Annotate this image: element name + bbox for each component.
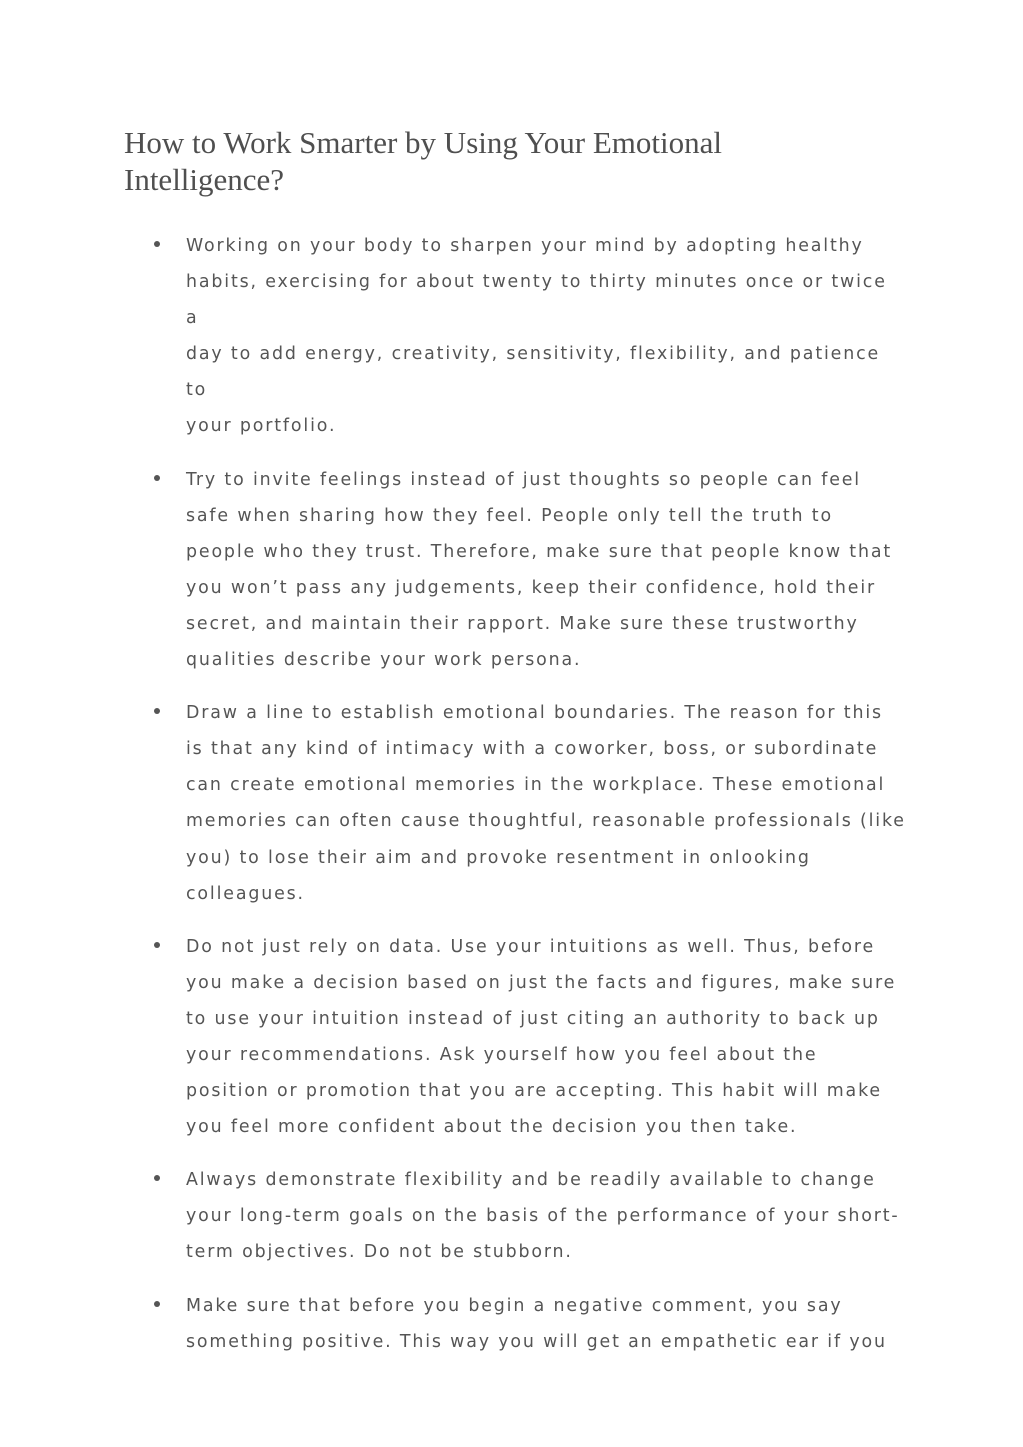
bullet-text <box>186 1162 906 1270</box>
bullet-line: you make a decision based on just the facts and figures, make sure <box>186 972 897 993</box>
bullet-line: position or promotion that you are accepting. This habit will make <box>186 1081 882 1102</box>
bullet-text <box>186 462 906 679</box>
bullet-line: can create emotional memories in the workplace. These emotional <box>186 775 886 796</box>
bullet-dot-icon <box>154 708 160 714</box>
bullet-line: is that any kind of intimacy with a coworker, boss, or subordinate <box>186 739 879 760</box>
bullet-dot-icon <box>154 1175 160 1181</box>
bullet-list <box>0 228 1023 1377</box>
bullet-line: something positive. This way you will get an empathetic ear if you <box>186 1331 887 1352</box>
bullet-line: habits, exercising for about twenty to thirty minutes once or twice a <box>186 272 887 329</box>
bullet-line: your long-term goals on the basis of the performance of your short- <box>186 1206 900 1227</box>
bullet-text <box>186 228 906 445</box>
bullet-item <box>0 228 1023 445</box>
bullet-line: safe when sharing how they feel. People only tell the truth to <box>186 505 833 526</box>
bullet-dot-icon <box>154 475 160 481</box>
bullet-line: your recommendations. Ask yourself how you feel about the <box>186 1044 818 1065</box>
bullet-line: term objectives. Do not be stubborn. <box>186 1242 573 1263</box>
bullet-line: Try to invite feelings instead of just thoughts so people can feel <box>186 469 861 490</box>
bullet-text <box>186 695 906 912</box>
bullet-line: day to add energy, creativity, sensitivity, flexibility, and patience to <box>186 344 881 401</box>
bullet-line: you feel more confident about the decision you then take. <box>186 1117 798 1138</box>
bullet-item <box>0 1288 1023 1360</box>
bullet-dot-icon <box>154 241 160 247</box>
bullet-item <box>0 929 1023 1146</box>
bullet-line: Do not just rely on data. Use your intuitions as well. Thus, before <box>186 936 876 957</box>
bullet-text <box>186 929 906 1146</box>
bullet-line: you) to lose their aim and provoke resentment in onlooking <box>186 847 811 868</box>
bullet-item <box>0 1162 1023 1270</box>
bullet-line: memories can often cause thoughtful, reasonable professionals (like <box>186 811 906 832</box>
bullet-dot-icon <box>154 942 160 948</box>
bullet-line: Working on your body to sharpen your mind by adopting healthy <box>186 236 864 256</box>
bullet-item <box>0 462 1023 679</box>
bullet-dot-icon <box>154 1301 160 1307</box>
bullet-line: colleagues. <box>186 883 305 904</box>
bullet-line: Always demonstrate flexibility and be readily available to change <box>186 1170 876 1191</box>
bullet-line: qualities describe your work persona. <box>186 650 582 671</box>
bullet-line: people who they trust. Therefore, make sure that people know that <box>186 541 892 562</box>
bullet-item <box>0 695 1023 912</box>
bullet-line: your portfolio. <box>186 416 337 437</box>
bullet-line: Draw a line to establish emotional boundaries. The reason for this <box>186 703 883 724</box>
bullet-line: secret, and maintain their rapport. Make sure these trustworthy <box>186 613 859 634</box>
document-title: How to Work Smarter by Using Your Emotional Intelligence? <box>124 125 722 197</box>
bullet-line: you won’t pass any judgements, keep their confidence, hold their <box>186 577 877 598</box>
bullet-line: Make sure that before you begin a negative comment, you say <box>186 1295 843 1316</box>
bullet-line: to use your intuition instead of just citing an authority to back up <box>186 1008 880 1029</box>
bullet-text <box>186 1288 906 1360</box>
